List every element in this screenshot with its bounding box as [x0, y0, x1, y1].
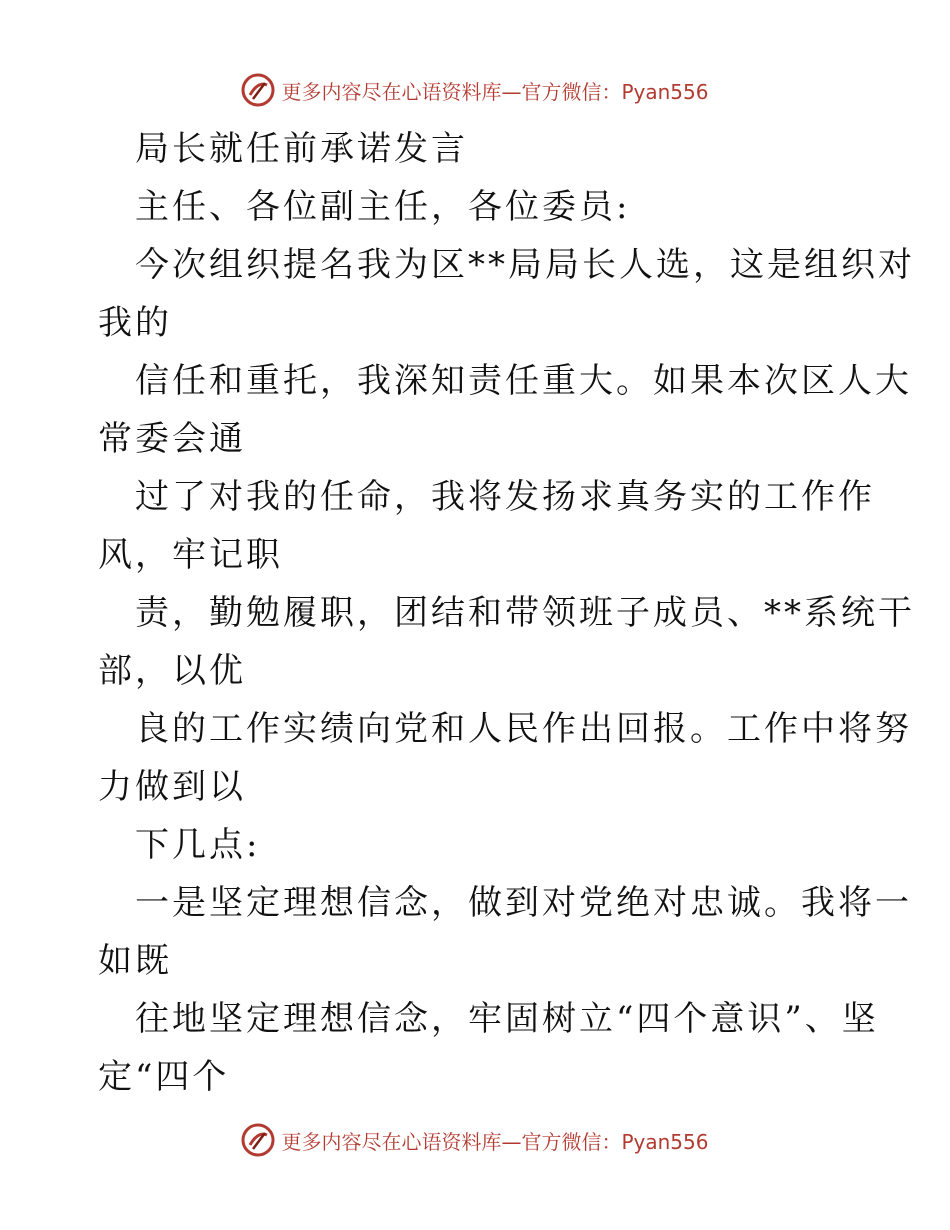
paragraph-line: 责，勤勉履职，团结和带领班子成员、**系统干	[135, 593, 915, 633]
brand-logo-icon	[241, 1123, 275, 1157]
paragraph-line: 部，以优	[98, 651, 246, 691]
header-banner	[0, 70, 950, 110]
header-banner-text: 更多内容尽在心语资料库—官方微信：Pyan556	[281, 79, 709, 104]
brand-logo-icon	[241, 73, 275, 107]
paragraph-line: 风，牢记职	[98, 535, 283, 575]
paragraph-line: 常委会通	[98, 419, 246, 459]
paragraph-line: 过了对我的任命，我将发扬求真务实的工作作	[135, 477, 875, 517]
document-title: 局长就任前承诺发言	[135, 129, 468, 169]
salutation-line: 主任、各位副主任，各位委员:	[135, 187, 631, 227]
paragraph-line: 如既	[98, 941, 172, 981]
paragraph-line: 信任和重托，我深知责任重大。如果本次区人大	[135, 361, 912, 401]
paragraph-line: 良的工作实绩向党和人民作出回报。工作中将努	[135, 709, 912, 749]
paragraph-line: 我的	[98, 303, 172, 343]
paragraph-line: 下几点:	[135, 825, 261, 865]
paragraph-line: 往地坚定理想信念，牢固树立“四个意识”、坚	[135, 999, 879, 1039]
paragraph-line: 定“四个	[98, 1057, 230, 1097]
paragraph-line: 一是坚定理想信念，做到对党绝对忠诚。我将一	[135, 883, 912, 923]
footer-banner	[0, 1120, 950, 1160]
paragraph-line: 今次组织提名我为区**局局长人选，这是组织对	[135, 245, 915, 285]
footer-banner-text: 更多内容尽在心语资料库—官方微信：Pyan556	[281, 1129, 709, 1154]
paragraph-line: 力做到以	[98, 767, 246, 807]
